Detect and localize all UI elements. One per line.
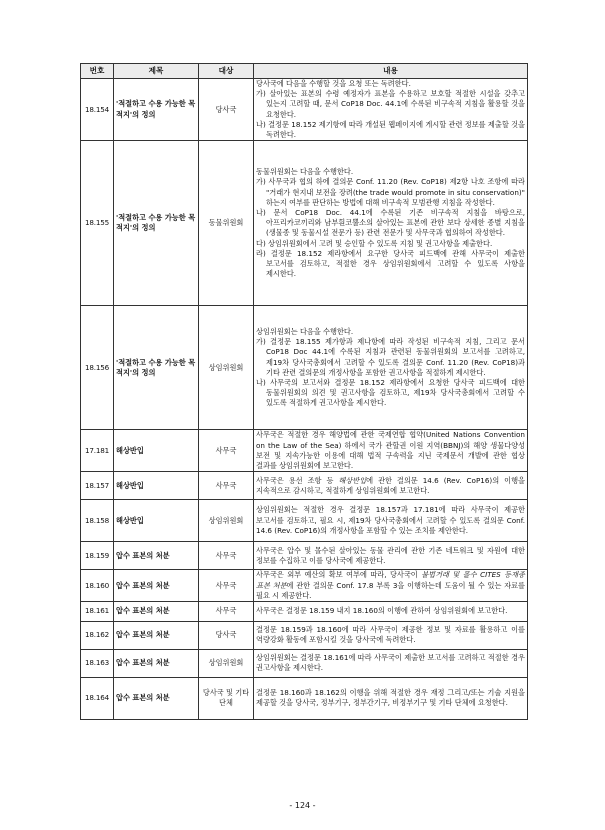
table-row [81,570,528,602]
row-content [254,430,528,472]
content-span: 사무국은 용선 조항 등 [256,475,339,485]
row-title: 압수 표본의 처분 [114,601,199,621]
content-line: 가) 사무국과 협의 하에 결의문 Conf. 11.20 (Rev. CoP18) 제2항 나호 조항에 따라 "거래가 현지내 보전을 장려(the trade would promote in situ conservation)" 하는지 여부를 판단하는 방법에 대해 비구속적 모범관행 지침을 작성한다. [256,177,525,207]
table-row [81,677,528,719]
row-target: 사무국 [199,472,254,500]
row-content [254,677,528,719]
row-title: 압수 표본의 처분 [114,649,199,677]
row-target: 사무국 [199,601,254,621]
table-row [81,542,528,570]
row-content [254,500,528,542]
row-target: 사무국 [199,570,254,602]
table-row [81,500,528,542]
row-title: 압수 표본의 처분 [114,621,199,649]
table-header-row [81,64,528,79]
row-number: 18.155 [81,141,114,306]
row-title: 압수 표본의 처분 [114,677,199,719]
content-span: 사무국은 외부 예산의 확보 여부에 따라, 당사국이 [256,570,422,580]
row-title: '적절하고 수용 가능한 목적지'의 정의 [114,306,199,430]
row-target: 당사국 [199,621,254,649]
row-content [254,472,528,500]
row-number: 18.160 [81,570,114,602]
row-title: 압수 표본의 처분 [114,570,199,602]
row-number: 18.156 [81,306,114,430]
content-line: 동물위원회는 다음을 수행한다. [256,167,354,177]
row-content [254,601,528,621]
content-line: 결정문 18.159과 18.160에 따라 사무국이 제공한 정보 및 자료를 활용하고 이를 역량강화 활동에 포함시킬 것을 당사국에 독려한다. [256,625,525,645]
content-line: 당사국에 다음을 수행할 것을 요청 또는 독려한다. [256,79,411,88]
content-line: 결정문 18.160과 18.162의 이행을 위해 적절한 경우 재정 그리고/또는 기술 지원을 제공할 것을 당사국, 정부기구, 정부간기구, 비정부기구 및 기타 단체에 요청한다. [256,688,525,708]
content-span: 에 관한 결의문 Conf. 17.8 부록 3을 이행하는데 도움이 될 수 있는 자료를 필요 시 제공한다. [256,580,525,600]
row-target: 상임위원회 [199,306,254,430]
content-line: 가) 결정문 18.155 제가항과 제나항에 따라 작성된 비구속적 지침, 그리고 문서 CoP18 Doc 44.1에 수록된 지침과 관련된 동물위원회의 보고서를 고려하고, 제19차 당사국총회에서 고려할 수 있도록 결의문 Conf. 11.20 (Rev. CoP18)과 기타 관련 결의문의 개정사항을 포함한 권고사항을 적절하게 제시한다. [256,337,525,377]
row-number: 18.163 [81,649,114,677]
content-italic-span: 불법거래 및 몰수 CITES 등재종 표본 처분 [256,570,525,590]
row-target: 동물위원회 [199,141,254,306]
table-row [81,649,528,677]
row-number: 18.157 [81,472,114,500]
table-row [81,79,528,141]
row-number: 18.159 [81,542,114,570]
table-row [81,621,528,649]
row-target: 사무국 [199,430,254,472]
table-row [81,430,528,472]
row-number: 18.161 [81,601,114,621]
row-title: 해상반입 [114,472,199,500]
table-row [81,141,528,306]
row-content [254,141,528,306]
page-number: - 124 - [289,801,316,810]
content-line: 나) 결정문 18.152 제기항에 따라 개설된 웹페이지에 게시할 관련 정보를 제출할 것을 독려한다. [256,119,525,140]
header-title: 제목 [114,64,199,79]
content-line: 가) 살아있는 표본의 수령 예정자가 표본을 수용하고 보호할 적절한 시설을 갖추고 있는지 고려할 때, 문서 CoP18 Doc. 44.1에 수록된 비구속적 지침을 활용할 것을 요청한다. [256,89,525,119]
content-line: 사무국은 적절한 경우 해양법에 관한 국제연합 협약(United Nations Convention on the Law of the Sea) 하에서 국가 관할권 이원 지역(BBNJ)의 해양 생물다양성 보전 및 지속가능한 이용에 대해 법적 구속력을 지닌 국제문서 개발에 관한 협상 결과를 상임위원회에 보고한다. [256,430,525,471]
decisions-table [80,63,528,720]
row-title: 해상반입 [114,430,199,472]
row-title: 해상반입 [114,500,199,542]
row-content [254,306,528,430]
content-line: 상임위원회는 결정문 18.161에 따라 사무국이 제출한 보고서를 고려하고 적절한 경우 권고사항을 제시한다. [256,653,525,673]
row-target: 상임위원회 [199,500,254,542]
row-content [254,570,528,602]
row-number: 17.181 [81,430,114,472]
content-line: 사무국은 압수 및 몰수된 살아있는 동물 관리에 관한 기존 네트워크 및 자원에 대한 정보를 수집하고 이를 당사국에 제공한다. [256,545,525,565]
content-italic-span: 해상반입 [338,475,367,485]
content-line: 나) 사무국의 보고서와 결정문 18.152 제라항에서 요청한 당사국 피드백에 대한 동물위원회의 의견 및 권고사항을 검토하고, 제19차 당사국총회에서 고려할 수 있도록 적절하게 권고사항을 제시한다. [256,378,525,408]
header-num: 번호 [81,64,114,79]
row-target: 상임위원회 [199,649,254,677]
row-content [254,79,528,141]
row-target: 당사국 및 기타 단체 [199,677,254,719]
row-title: '적절하고 수용 가능한 목적지'의 정의 [114,141,199,306]
content-line: 나) 문서 CoP18 Doc. 44.1에 수록된 기존 비구속적 지침을 바탕으로, 아프리카코끼리와 남부흰코뿔소의 살아있는 표본에 관한 보다 상세한 종별 지침을 (생물종 및 동물시설 전문가 등) 관련 전문가 및 사무국과 협의하여 작성한다. [256,207,525,238]
row-content [254,621,528,649]
row-content [254,649,528,677]
content-line: 라) 결정문 18.152 제라항에서 요구한 당사국 피드백에 관해 사무국이 제출한 보고서를 검토하고, 적절한 경우 상임위원회에서 고려할 수 있도록 사항을 제시한다. [256,248,525,279]
content-span: 에 관한 결의문 14.6 (Rev. CoP16)의 이행을 지속적으로 감시하고, 적절하게 상임위원회에 보고한다. [256,475,525,495]
content-line: 상임위원회는 다음을 수행한다. [256,326,354,336]
content-line: 상임위원회는 적절한 경우 결정문 18.157과 17.181에 따라 사무국이 제공한 보고서를 검토하고, 필요 시, 제19차 당사국총회에서 고려할 수 있도록 결의문 Conf. 14.6 (Rev. CoP16)의 개정사항을 포함할 수 있는 조치를 제안한다. [256,505,525,535]
row-target: 당사국 [199,79,254,141]
header-target: 대상 [199,64,254,79]
row-number: 18.158 [81,500,114,542]
table-row [81,601,528,621]
row-target: 사무국 [199,542,254,570]
row-number: 18.162 [81,621,114,649]
row-title: '적절하고 수용 가능한 목적지'의 정의 [114,79,199,141]
row-content [254,542,528,570]
header-content: 내용 [254,64,528,79]
row-number: 18.154 [81,79,114,141]
table-body [81,79,528,720]
table-row [81,306,528,430]
table-row [81,472,528,500]
row-title: 압수 표본의 처분 [114,542,199,570]
row-number: 18.164 [81,677,114,719]
content-line: 다) 상임위원회에서 고려 및 승인할 수 있도록 지침 및 권고사항을 제출한다. [256,238,493,248]
content-line: 사무국은 결정문 18.159 내지 18.160의 이행에 관하여 상임위원회에 보고한다. [256,606,508,616]
